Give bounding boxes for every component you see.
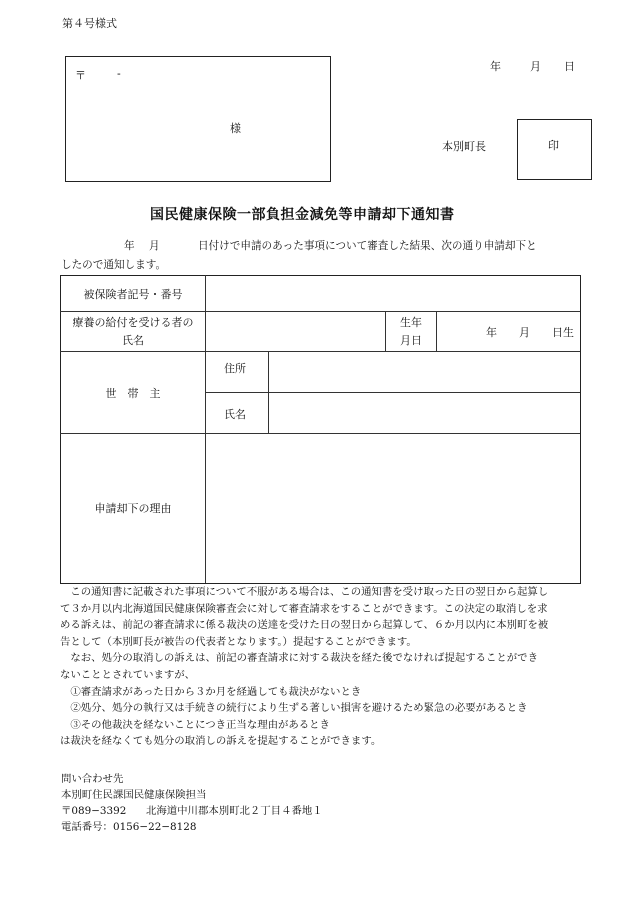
table-rule: [268, 351, 269, 433]
contact-address: 北海道中川郡本別町北２丁目４番地１: [146, 805, 323, 817]
appeal-notice: [60, 584, 588, 750]
intro-text-line2: したので通知します。: [61, 259, 167, 271]
patient-name-label: [61, 312, 205, 351]
intro-year: 年: [124, 240, 135, 252]
notice-line: ②処分、処分の執行又は手続きの続行により生ずる著しい損害を避けるため緊急の必要があるとき: [60, 702, 528, 715]
document-title: 国民健康保険一部負担金減免等申請却下通知書: [150, 207, 455, 223]
notice-line: て３か月以内北海道国民健康保険審査会に対して審査請求をすることができます。この決定の取消しを求: [60, 602, 548, 615]
addressee-honorific: 様: [230, 122, 241, 135]
insured-number-label: 被保険者記号・番号: [83, 287, 183, 301]
date-day: 日: [564, 60, 575, 73]
date-year: 年: [490, 60, 501, 73]
notice-line: ①審査請求があった日から３か月を経過しても裁決がないとき: [60, 685, 362, 698]
contact-heading: 問い合わせ先: [61, 773, 124, 785]
intro-text: 日付けで申請のあった事項について審査した結果、次の通り申請却下と: [198, 240, 537, 252]
notice-line: める訴えは、前記の審査請求に係る裁決の送達を受けた日の翌日から起算して、６か月以内に本別町を被: [60, 619, 549, 632]
address-box: [65, 56, 331, 182]
patient-label-line2: 氏名: [122, 333, 144, 347]
postal-mark: 〒: [75, 69, 86, 82]
rejection-reason-label: 申請却下の理由: [94, 502, 172, 515]
contact-department: 本別町住民課国民健康保険担当: [61, 789, 207, 801]
birth-date-value: 年 月 日生: [486, 325, 574, 339]
birth-label-line1: 生年: [400, 315, 422, 329]
contact-phone: 電話番号：0156−22−8128: [61, 821, 197, 833]
contact-postal: 〒089−3392: [61, 805, 127, 817]
notice-line: は裁決を経なくても処分の取消しの訴えを提起することができます。: [60, 735, 382, 748]
issuer-name: 本別町長: [442, 140, 486, 153]
notice-line: この通知書に記載された事項について不服がある場合は、この通知書を受け取った日の翌日から起算し: [60, 586, 549, 598]
patient-label-line1: 療養の給付を受ける者の: [72, 315, 194, 329]
notice-line: 告として（本別町長が被告の代表者となります。）提起することができます。: [60, 635, 417, 648]
notice-line: ③その他裁決を経ないことにつき正当な理由があるとき: [60, 718, 330, 731]
table-rule: [206, 392, 580, 393]
postal-dash: -: [117, 67, 121, 80]
birth-label-line2: 月日: [400, 333, 422, 347]
intro-month: 月: [149, 240, 160, 252]
address-label: 住所: [224, 362, 246, 375]
birth-date-label: [386, 312, 436, 351]
household-head-label: 世 帯 主: [105, 386, 161, 400]
notice-line: ないこととされていますが、: [60, 668, 196, 681]
notice-line: なお、処分の取消しの訴えは、前記の審査請求に対する裁決を経た後でなければ提起することができ: [60, 652, 538, 665]
seal-box: [517, 119, 592, 180]
form-number: 第４号様式: [62, 17, 117, 30]
name-label: 氏名: [224, 408, 246, 421]
seal-label: 印: [548, 139, 559, 152]
date-month: 月: [530, 60, 541, 73]
table-rule: [205, 275, 206, 583]
